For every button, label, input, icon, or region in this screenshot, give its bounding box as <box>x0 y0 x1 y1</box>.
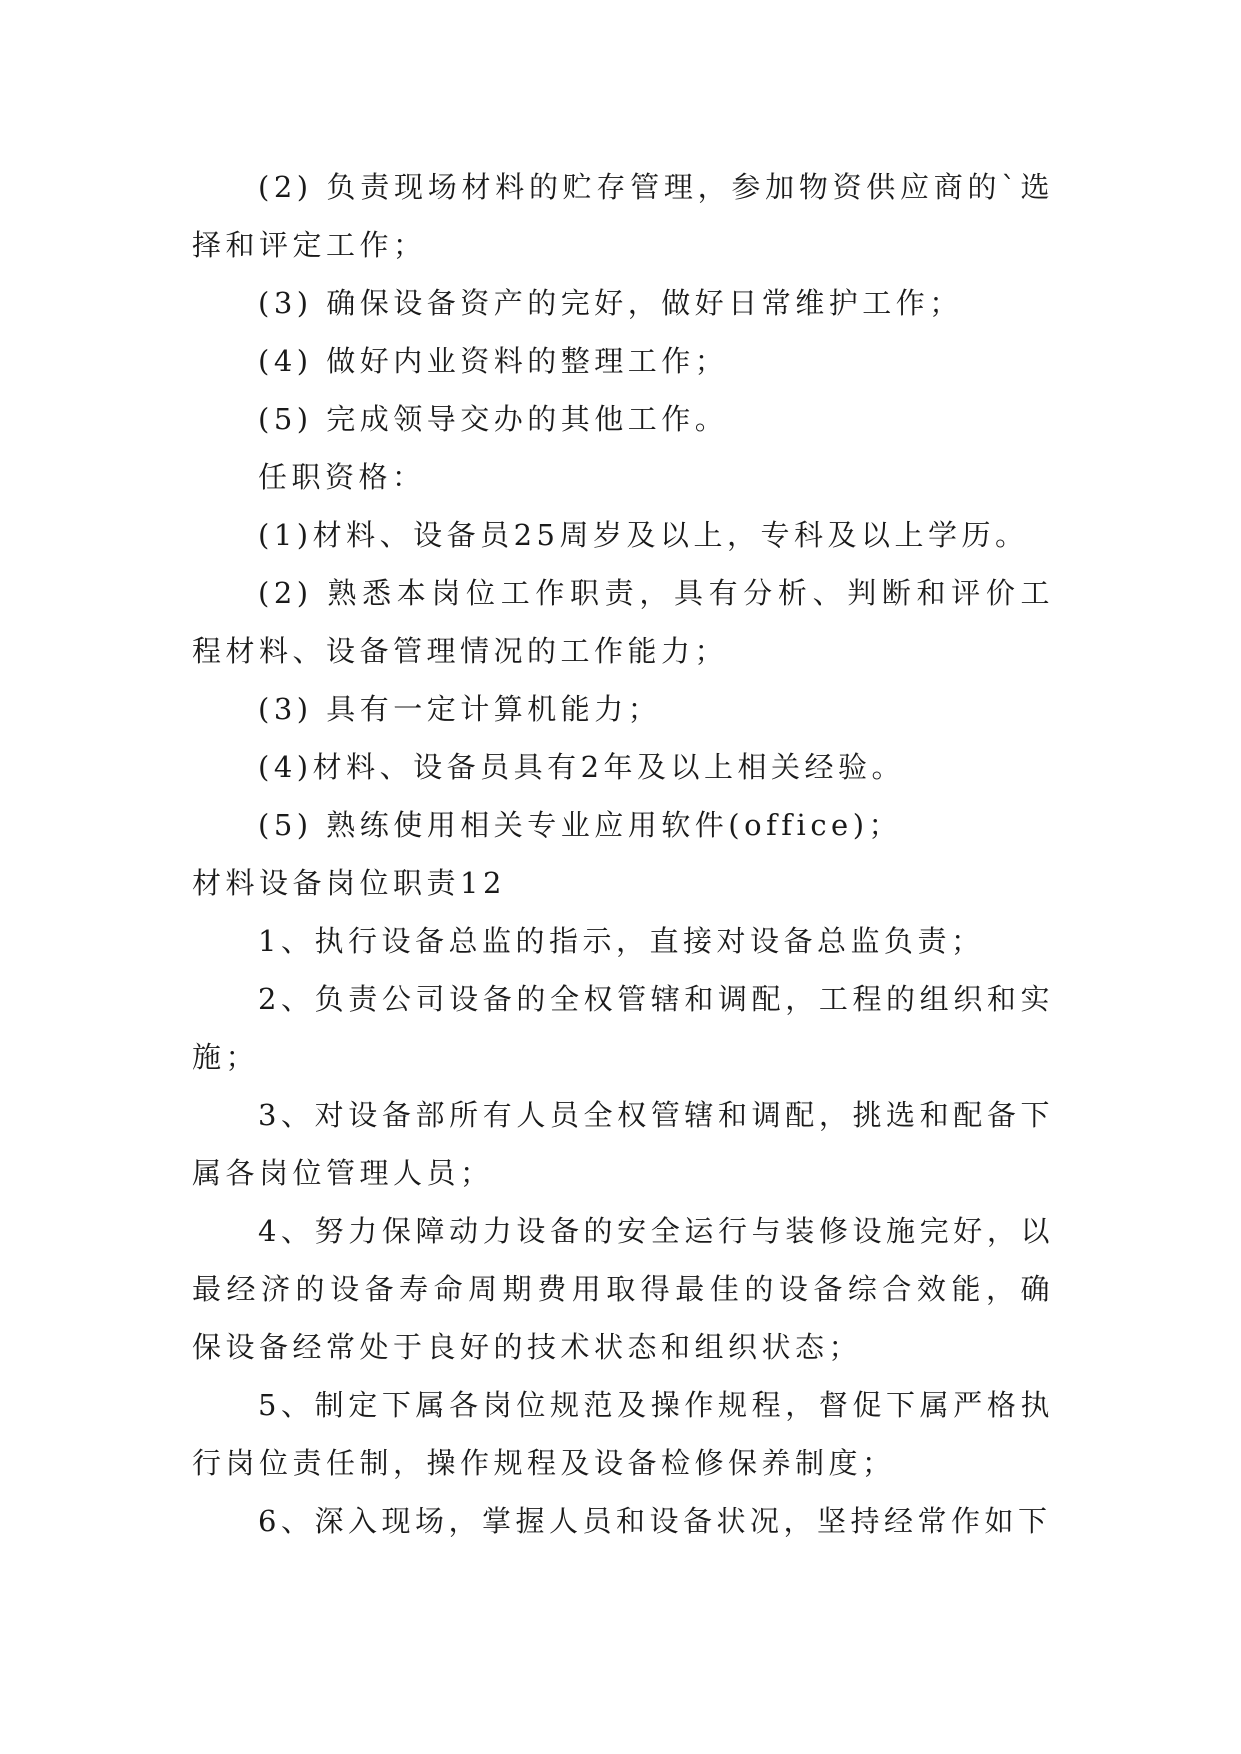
document-body <box>192 158 1054 1550</box>
paragraph: 1、执行设备总监的指示，直接对设备总监负责； <box>258 924 985 958</box>
paragraph: (4)材料、设备员具有2年及以上相关经验。 <box>258 750 906 784</box>
paragraph: (5) 完成领导交办的其他工作。 <box>258 402 729 436</box>
paragraph: (3) 具有一定计算机能力； <box>258 692 662 726</box>
paragraph: 5、制定下属各岗位规范及操作规程，督促下属严格执行岗位责任制，操作规程及设备检修保养制度； <box>192 1388 1054 1480</box>
paragraph: (2) 熟悉本岗位工作职责，具有分析、判断和评价工程材料、设备管理情况的工作能力； <box>192 576 1054 668</box>
paragraph: 3、对设备部所有人员全权管辖和调配，挑选和配备下属各岗位管理人员； <box>192 1098 1054 1190</box>
paragraph: 4、努力保障动力设备的安全运行与装修设施完好，以最经济的设备寿命周期费用取得最佳的设备综合效能，确保设备经常处于良好的技术状态和组织状态； <box>192 1214 1054 1364</box>
paragraph: 6、深入现场，掌握人员和设备状况，坚持经常作如下 <box>258 1504 1052 1538</box>
paragraph: (1)材料、设备员25周岁及以上，专科及以上学历。 <box>258 518 1029 552</box>
section-heading: 材料设备岗位职责12 <box>192 866 506 900</box>
paragraph: (5) 熟练使用相关专业应用软件(office)； <box>258 808 903 842</box>
paragraph: (4) 做好内业资料的整理工作； <box>258 344 729 378</box>
paragraph: (2) 负责现场材料的贮存管理，参加物资供应商的`选择和评定工作； <box>192 170 1054 262</box>
paragraph: (3) 确保设备资产的完好，做好日常维护工作； <box>258 286 963 320</box>
section-label: 任职资格： <box>258 460 426 494</box>
paragraph: 2、负责公司设备的全权管辖和调配，工程的组织和实施； <box>192 982 1054 1074</box>
